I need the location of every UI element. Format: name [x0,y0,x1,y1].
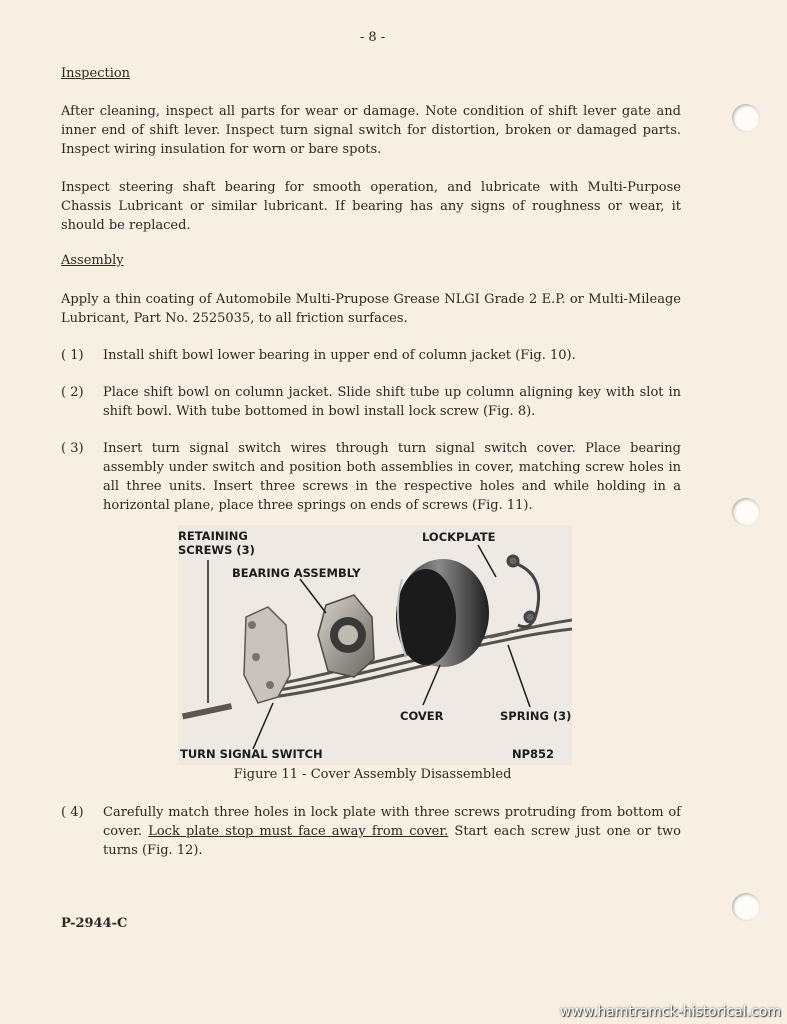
inspection-paragraph-1: After cleaning, inspect all parts for wear or damage. Note condition of shift lever gate and inner end of shift lever. Inspect turn signal switch for distortion, broken or damaged parts. Inspect wiring insulation for worn or bare spots. [61,104,681,157]
binder-hole-bottom [732,893,760,921]
step-number: ( 2) [61,385,84,400]
binder-hole-top [732,104,760,132]
step-4 [61,803,681,860]
figure-caption: Figure 11 - Cover Assembly Disassembled [233,767,512,782]
page-number: - 8 - [359,30,386,45]
step-number: ( 1) [61,348,84,363]
inspection-heading: Inspection [61,66,131,81]
figure-cover-assembly [178,525,572,765]
step-2 [61,383,681,421]
step-text [103,803,681,860]
label-cover: COVER [400,709,444,723]
step-1 [61,346,681,365]
label-line: SCREWS (3) [178,543,255,557]
step-text: Place shift bowl on column jacket. Slide shift tube up column aligning key with slot in shift bowl. With tube bottomed in bowl install lock screw (Fig. 8). [103,385,681,419]
figure-code: NP852 [512,747,555,761]
step-3 [61,439,681,515]
turn-signal-switch-part [244,607,290,703]
step-text-underlined: Lock plate stop must face away from cover. [148,824,449,839]
binder-hole-middle [732,498,760,526]
assembly-heading: Assembly [61,253,124,268]
label-line: RETAINING [178,529,248,543]
step-number: ( 3) [61,441,84,456]
step-text: Install shift bowl lower bearing in upper end of column jacket (Fig. 10). [103,348,576,363]
step-text-before: Carefully match three holes in lock plate with three screws protruding from bottom of cover. [103,805,681,839]
assembly-intro: Apply a thin coating of Automobile Multi-Prupose Grease NLGI Grade 2 E.P. or Multi-Mileage Lubricant, Part No. 2525035, to all friction surfaces. [61,292,681,326]
step-number: ( 4) [61,805,84,820]
inspection-paragraph-2: Inspect steering shaft bearing for smooth operation, and lubricate with Multi-Purpose Chassis Lubricant or similar lubricant. If bearing has any signs of roughness or wear, it should be replaced. [61,180,681,233]
watermark: www.hamtramck-historical.com [559,1004,781,1020]
document-code: P-2944-C [61,916,128,931]
label-retaining-screws [178,529,255,557]
step-text-after: Start each screw just one or two turns (Fig. 12). [103,824,682,858]
exploded-view-illustration [178,525,572,765]
label-turn-signal-switch: TURN SIGNAL SWITCH [180,747,323,761]
label-lockplate: LOCKPLATE [422,530,496,544]
label-spring: SPRING (3) [500,709,572,723]
step-text: Insert turn signal switch wires through turn signal switch cover. Place bearing assembly under switch and position both assemblies in cover, matching screw holes in all three units. Insert three screws in the respective holes and while holding in a horizontal plane, place three springs on ends of screws (Fig. 11). [103,441,681,513]
label-bearing-assembly: BEARING ASSEMBLY [232,566,361,580]
